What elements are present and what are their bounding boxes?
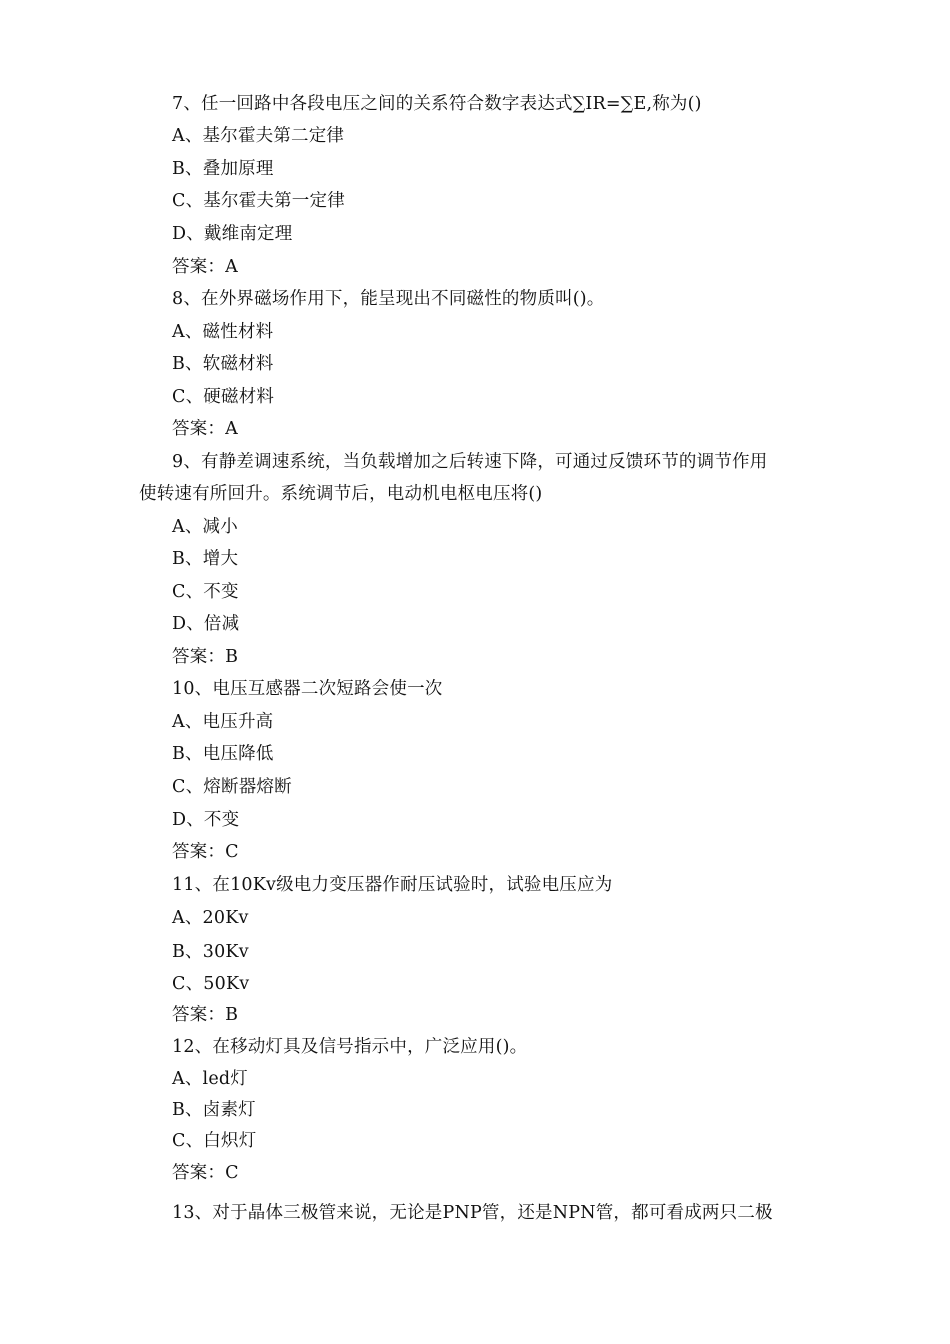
question-12-answer: 答案：C — [172, 1163, 239, 1183]
question-8-answer: 答案：A — [172, 419, 238, 439]
question-10-option-c: C、熔断器熔断 — [172, 777, 292, 797]
question-7-answer: 答案：A — [172, 257, 238, 277]
question-9-option-b: B、增大 — [172, 549, 239, 569]
question-7-option-b: B、叠加原理 — [172, 159, 274, 179]
question-11-option-b: B、30Kv — [172, 942, 249, 962]
question-12-option-c: C、白炽灯 — [172, 1131, 257, 1151]
question-10-option-d: D、不变 — [172, 810, 240, 830]
question-9-option-c: C、不变 — [172, 582, 239, 602]
question-7-option-d: D、戴维南定理 — [172, 224, 293, 244]
question-11-answer: 答案：B — [172, 1005, 239, 1025]
question-11-option-c: C、50Kv — [172, 974, 250, 994]
question-13-stem: 13、对于晶体三极管来说，无论是PNP管，还是NPN管，都可看成两只二极 — [172, 1203, 773, 1223]
question-10-option-a: A、电压升高 — [172, 712, 274, 732]
question-12-option-b: B、卤素灯 — [172, 1100, 256, 1120]
question-10-option-b: B、电压降低 — [172, 744, 274, 764]
question-7-option-c: C、基尔霍夫第一定律 — [172, 191, 345, 211]
question-8-option-c: C、硬磁材料 — [172, 387, 275, 407]
question-9-stem: 9、有静差调速系统，当负载增加之后转速下降，可通过反馈环节的调节作用 — [172, 452, 768, 472]
question-12-option-a: A、led灯 — [172, 1069, 248, 1089]
question-10-stem: 10、电压互感器二次短路会使一次 — [172, 679, 443, 699]
question-7-option-a: A、基尔霍夫第二定律 — [172, 126, 345, 146]
question-9-option-d: D、倍减 — [172, 614, 240, 634]
question-9-option-a: A、减小 — [172, 517, 238, 537]
question-7-stem: 7、任一回路中各段电压之间的关系符合数字表达式∑IR=∑E,称为() — [172, 94, 702, 114]
question-9-answer: 答案：B — [172, 647, 239, 667]
question-8-stem: 8、在外界磁场作用下，能呈现出不同磁性的物质叫()。 — [172, 289, 605, 309]
question-8-option-a: A、磁性材料 — [172, 322, 274, 342]
question-8-option-b: B、软磁材料 — [172, 354, 274, 374]
question-9-stem-continued: 使转速有所回升。系统调节后，电动机电枢电压将() — [139, 484, 543, 504]
question-10-answer: 答案：C — [172, 842, 239, 862]
question-11-option-a: A、20Kv — [172, 908, 249, 928]
question-11-stem: 11、在10Kv级电力变压器作耐压试验时，试验电压应为 — [172, 875, 613, 895]
question-12-stem: 12、在移动灯具及信号指示中，广泛应用()。 — [172, 1037, 528, 1057]
